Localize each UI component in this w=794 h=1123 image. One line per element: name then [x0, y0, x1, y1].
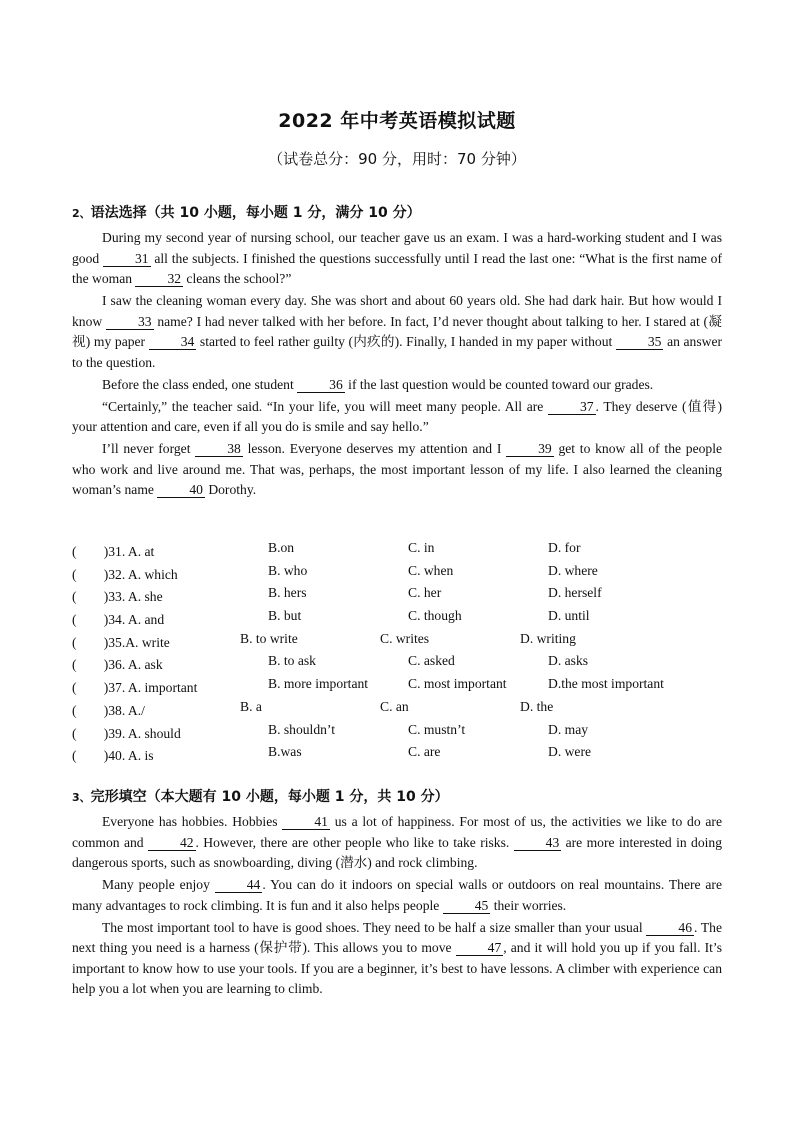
option-row-37: [72, 676, 722, 699]
passage-paragraph: [72, 875, 722, 916]
passage-text: get to know all of the people who work and live around me. That was, perhaps, the most important lesson of my life. I also learned the cleaning woman’s name: [72, 441, 723, 497]
blank-46: 46: [646, 921, 694, 936]
option-d: D.the most important: [548, 676, 664, 692]
blank-32: 32: [135, 272, 183, 287]
option-c: C. though: [408, 608, 462, 624]
blank-35: 35: [616, 335, 664, 350]
passage-paragraph: [72, 812, 722, 874]
passage-paragraph: [72, 439, 722, 501]
option-row-40: [72, 744, 722, 767]
option-c: C. most important: [408, 676, 507, 692]
option-c: C. are: [408, 744, 441, 760]
option-c: C. mustn’t: [408, 721, 466, 737]
cloze-section: [72, 786, 722, 1000]
question-36[interactable]: ( )36. A. ask: [72, 657, 163, 673]
blank-33: 33: [106, 315, 154, 330]
blank-43: 43: [514, 836, 562, 851]
passage-text: started to feel rather guilty (内疚的). Finally, I handed in my paper without: [196, 334, 616, 349]
question-38[interactable]: ( )38. A./: [72, 702, 145, 718]
option-d: D. until: [548, 608, 590, 624]
passage-text: . However, there are other people who like to take risks.: [195, 834, 514, 850]
passage-text: if the last question would be counted toward our grades.: [344, 376, 654, 392]
question-33[interactable]: ( )33. A. she: [72, 589, 163, 605]
option-d: D. writing: [520, 630, 576, 646]
option-row-35: [72, 631, 722, 654]
passage-text: name? I had never talked with her before. In fact, I’d never thought about talking to her. I stared at (凝视) my paper: [72, 313, 722, 349]
option-d: D. where: [548, 562, 598, 578]
option-c: C. asked: [408, 653, 455, 669]
blank-40: 40: [157, 483, 205, 498]
option-d: D. for: [548, 540, 581, 555]
passage-text: . The next thing you need is a harness (保护带). This allows you to move: [72, 919, 723, 955]
section-number: 3、: [72, 791, 91, 804]
passage-text: Everyone has hobbies. Hobbies: [102, 814, 283, 829]
passage-paragraph: [72, 228, 722, 290]
option-b: B. but: [268, 608, 302, 624]
question-39[interactable]: ( )39. A. should: [72, 725, 181, 741]
option-b: B. shouldn’t: [268, 721, 335, 737]
option-row-39: [72, 722, 722, 745]
section-title: 语法选择（共 10 小题，每小题 1 分，满分 10 分）: [90, 205, 421, 221]
option-d: D. may: [548, 721, 589, 737]
blank-38: 38: [195, 442, 243, 457]
blank-34: 34: [149, 335, 197, 350]
option-row-36: [72, 653, 722, 676]
passage-text: us a lot of happiness. For most of us, the activities we like to do are common and: [72, 814, 722, 850]
section-heading: [72, 786, 722, 806]
option-c: C. in: [408, 540, 435, 555]
passage-text: lesson. Everyone deserves my attention and I: [242, 441, 507, 456]
blank-36: 36: [297, 378, 345, 393]
answer-options: [72, 540, 722, 767]
section-number: 2、: [72, 207, 91, 220]
option-b: B. to write: [240, 630, 298, 646]
grammar-section: [72, 202, 722, 501]
option-c: C. writes: [380, 630, 430, 646]
option-row-33: [72, 585, 722, 608]
passage-text: . They deserve (值得) your attention and care, even if all you do is smile and say hello.”: [72, 398, 722, 434]
passage-text: their worries.: [490, 897, 567, 913]
passage-paragraph: [72, 397, 722, 438]
page-title: 2022 年中考英语模拟试题: [278, 110, 516, 132]
option-c: C. her: [408, 585, 442, 601]
option-row-31: [72, 540, 722, 563]
option-b: B.on: [268, 540, 295, 555]
blank-45: 45: [443, 899, 491, 914]
passage-text: The most important tool to have is good shoes. They need to be half a size smaller than your usual: [102, 919, 647, 935]
option-row-34: [72, 608, 722, 631]
option-d: D. asks: [548, 653, 589, 669]
option-row-38: [72, 699, 722, 722]
passage-text: During my second year of nursing school, our teacher gave us an exam. I was a hard-working student and I was good: [72, 230, 722, 266]
option-d: D. were: [548, 744, 592, 760]
question-31[interactable]: ( )31. A. at: [72, 544, 155, 559]
option-row-32: [72, 563, 722, 586]
exam-info: （试卷总分：90 分，用时：70 分钟）: [268, 150, 526, 168]
section-title: 完形填空（本大题有 10 小题，每小题 1 分，共 10 分）: [90, 789, 449, 805]
option-b: B. to ask: [268, 653, 316, 669]
blank-39: 39: [506, 442, 554, 457]
passage-paragraph: [72, 291, 722, 373]
option-b: B. who: [268, 562, 308, 578]
section-heading: [72, 202, 722, 222]
passage-text: an answer to the question.: [72, 334, 723, 370]
passage-text: Dorothy.: [204, 482, 257, 497]
question-37[interactable]: ( )37. A. important: [72, 680, 198, 696]
option-d: D. herself: [548, 585, 602, 601]
option-b: B.was: [268, 744, 302, 760]
question-32[interactable]: ( )32. A. which: [72, 566, 178, 582]
passage-paragraph: [72, 375, 722, 396]
option-c: C. an: [380, 698, 409, 714]
passage-paragraph: [72, 918, 722, 1000]
passage-text: “Certainly,” the teacher said. “In your life, you will meet many people. All are: [102, 398, 548, 414]
passage-text: are more interested in doing dangerous sports, such as snowboarding, diving (潜水) and rock climbing.: [72, 834, 722, 870]
passage-text: I’ll never forget: [102, 441, 196, 456]
passage-text: all the subjects. I finished the questions successfully until I read the last one: “What is the first name of the woman: [72, 250, 722, 286]
blank-47: 47: [456, 941, 504, 956]
blank-42: 42: [148, 836, 196, 851]
option-b: B. more important: [268, 676, 369, 692]
blank-31: 31: [103, 252, 151, 267]
question-40[interactable]: ( )40. A. is: [72, 748, 154, 764]
passage-text: Before the class ended, one student: [102, 376, 298, 392]
option-c: C. when: [408, 562, 454, 578]
option-b: B. hers: [268, 585, 307, 601]
question-34[interactable]: ( )34. A. and: [72, 612, 165, 628]
passage-text: cleans the school?”: [183, 271, 292, 286]
option-d: D. the: [520, 698, 554, 714]
blank-41: 41: [282, 815, 330, 830]
passage-text: I saw the cleaning woman every day. She was short and about 60 years old. She had dark hair. But how would I know: [72, 293, 722, 329]
passage-text: , and it will hold you up if you fall. It’s important to know how to use your tools. If you are a beginner, it’s best to have lessons. A climber with experience can help you a lot when you are learning to climb.: [72, 940, 722, 996]
option-b: B. a: [240, 698, 262, 714]
passage-text: Many people enjoy: [102, 877, 215, 892]
question-35[interactable]: ( )35.A. write: [72, 634, 170, 650]
blank-44: 44: [215, 878, 263, 893]
blank-37: 37: [548, 400, 596, 415]
passage-text: . You can do it indoors on special walls or outdoors on real mountains. There are many advantages to rock climbing. It is fun and it also helps people: [72, 877, 722, 913]
